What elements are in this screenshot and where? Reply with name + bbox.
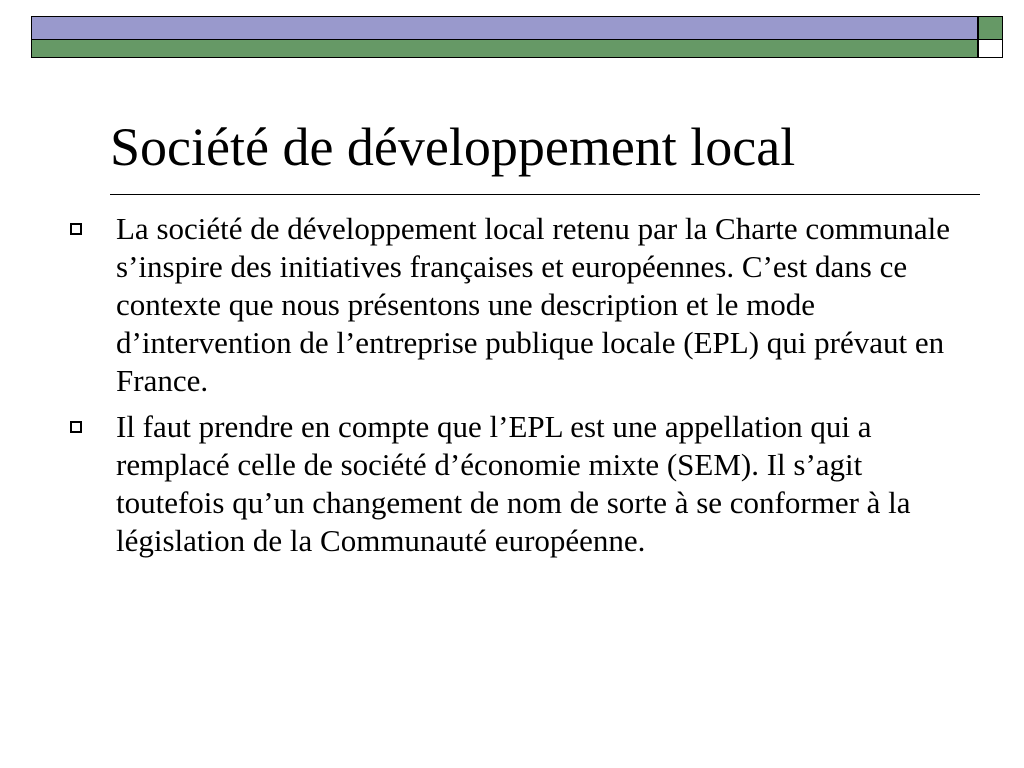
bullet-item	[64, 210, 974, 400]
bullet-text: La société de développement local retenu par la Charte communale s’inspire des initiatives françaises et européennes. C’est dans ce contexte que nous présentons une description et le mode d’intervention de l’entreprise publique locale (EPL) qui prévaut en France.	[116, 211, 951, 398]
header-corner-square-top	[978, 16, 1003, 40]
header-band-top	[31, 16, 978, 40]
bullet-list	[64, 210, 974, 568]
bullet-text: Il faut prendre en compte que l’EPL est une appellation qui a remplacé celle de société d’économie mixte (SEM). Il s’agit toutefois qu’un changement de nom de sorte à se conformer à la législation de la Communauté européenne.	[116, 409, 911, 558]
header-corner-square-bottom	[978, 40, 1003, 58]
bullet-item	[64, 408, 974, 560]
header-band-bottom	[31, 40, 978, 58]
hollow-square-bullet-icon	[70, 421, 82, 433]
slide-title: Société de développement local	[110, 117, 796, 177]
title-divider	[110, 194, 980, 195]
hollow-square-bullet-icon	[70, 223, 82, 235]
